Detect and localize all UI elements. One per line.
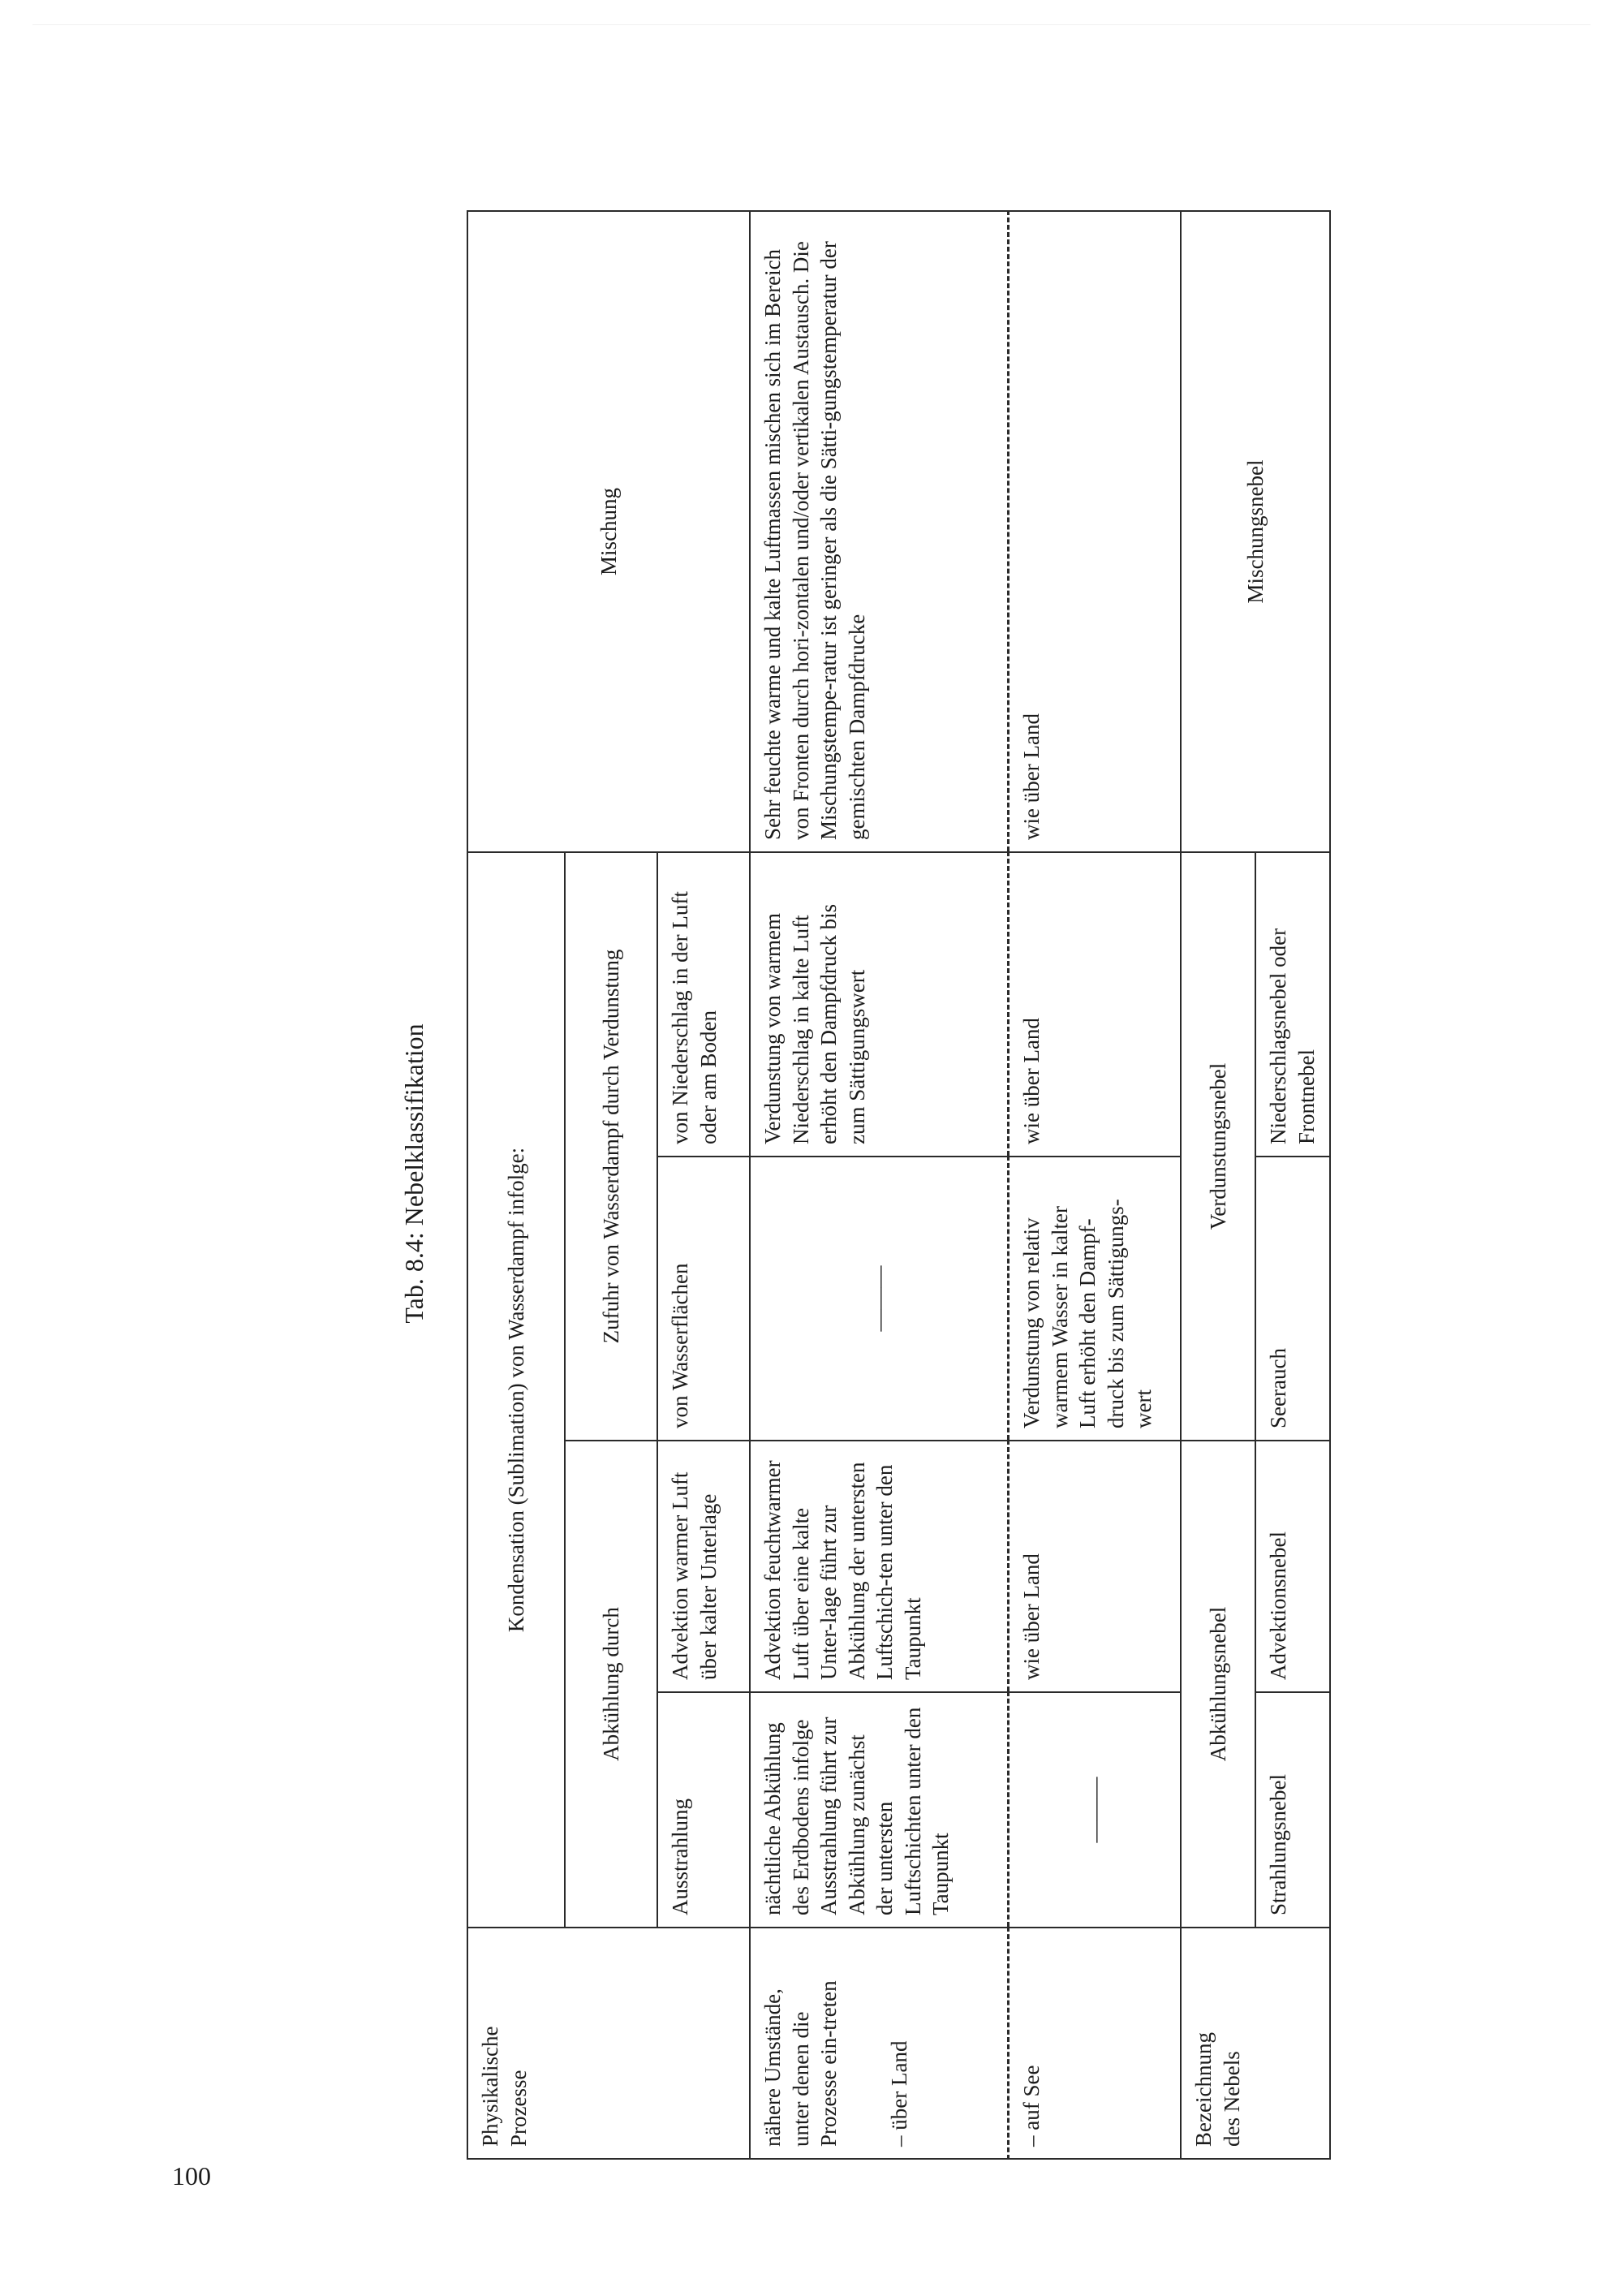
header-condensation: Kondensation (Sublimation) von Wasserdampf infolge: [467,852,565,1928]
page-top-edge [32,24,1591,25]
fog-classification-table [467,210,1331,2160]
cell-land-precipitation: Verdunstung von warmem Niederschlag in kalte Luft erhöht den Dampfdruck bis zum Sättigungswert [750,852,1009,1157]
row-conditions-label-cell [750,1928,1009,2159]
page-number: 100 [172,2161,211,2190]
header-col-radiation: Ausstrahlung [657,1692,750,1928]
rotated-table-block [390,212,1319,2160]
header-mixing: Mischung [467,211,750,852]
cell-sea-mixing: wie über Land [1009,211,1182,852]
row-conditions-sublabel: – über Land [886,2040,911,2147]
name-water-surfaces: Seerauch [1255,1157,1330,1441]
name-group-evaporation: Verdunstungsnebel [1181,852,1255,1441]
row-sea-label: – auf See [1009,1928,1182,2159]
cell-sea-advection: wie über Land [1009,1441,1182,1692]
row-conditions-land [750,211,1009,2159]
row-names-label [1181,1928,1330,2159]
header-row-1 [467,211,565,2159]
cell-land-radiation: nächtliche Abkühlung des Erdbodens infolge Ausstrahlung führt zur Abkühlung zunächst der untersten Luftschichten unter den Taupunkt [750,1692,1009,1928]
header-col-precipitation: von Niederschlag in der Luft oder am Boden [657,852,750,1157]
name-group-mixing: Mischungsnebel [1181,211,1330,852]
cell-land-mixing: Sehr feuchte warme und kalte Luftmassen mischen sich im Bereich von Fronten durch hori-zontalen und/oder vertikalen Austausch. Die Mischungstempe-ratur ist geringer als die Sätti-gungstemperatur der gemischten Dampfdrucke [750,211,1009,852]
row-conditions-sea [1009,211,1182,2159]
name-group-cooling: Abkühlungsnebel [1181,1441,1255,1928]
row-names-groups [1181,211,1255,2159]
row-names-label-line1: Bezeichnung [1191,2032,1216,2147]
header-stub-line1: Physikalische [478,2026,502,2147]
header-supply: Zufuhr von Wasserdampf durch Verdunstung [565,852,657,1441]
row-names-label-line2: des Nebels [1219,2051,1244,2147]
header-col-advection: Advektion warmer Luft über kalter Unterlage [657,1441,750,1692]
cell-sea-radiation: ——— [1009,1692,1182,1928]
header-cooling: Abkühlung durch [565,1441,657,1928]
cell-sea-water-surfaces: Verdunstung von relativ warmem Wasser in kalter Luft erhöht den Dampf-druck bis zum Sättigungs-wert [1009,1157,1182,1441]
header-col-water-surfaces: von Wasserflächen [657,1157,750,1441]
header-stub-line2: Prozesse [506,2070,531,2147]
row-conditions-label: nähere Umstände, unter denen die Prozesse ein-treten [760,1980,842,2147]
cell-land-advection: Advektion feuchtwarmer Luft über eine kalte Unter-lage führt zur Abkühlung der untersten Luftschich-ten unter den Taupunkt [750,1441,1009,1692]
name-precipitation: Niederschlagsnebel oder Frontnebel [1255,852,1330,1157]
cell-land-water-surfaces: ——— [750,1157,1009,1441]
table-caption: Tab. 8.4: Nebelklassifikation [399,1023,428,1324]
header-stub [467,1928,750,2159]
cell-sea-precipitation: wie über Land [1009,852,1182,1157]
name-radiation: Strahlungsnebel [1255,1692,1330,1928]
name-advection: Advektionsnebel [1255,1441,1330,1692]
